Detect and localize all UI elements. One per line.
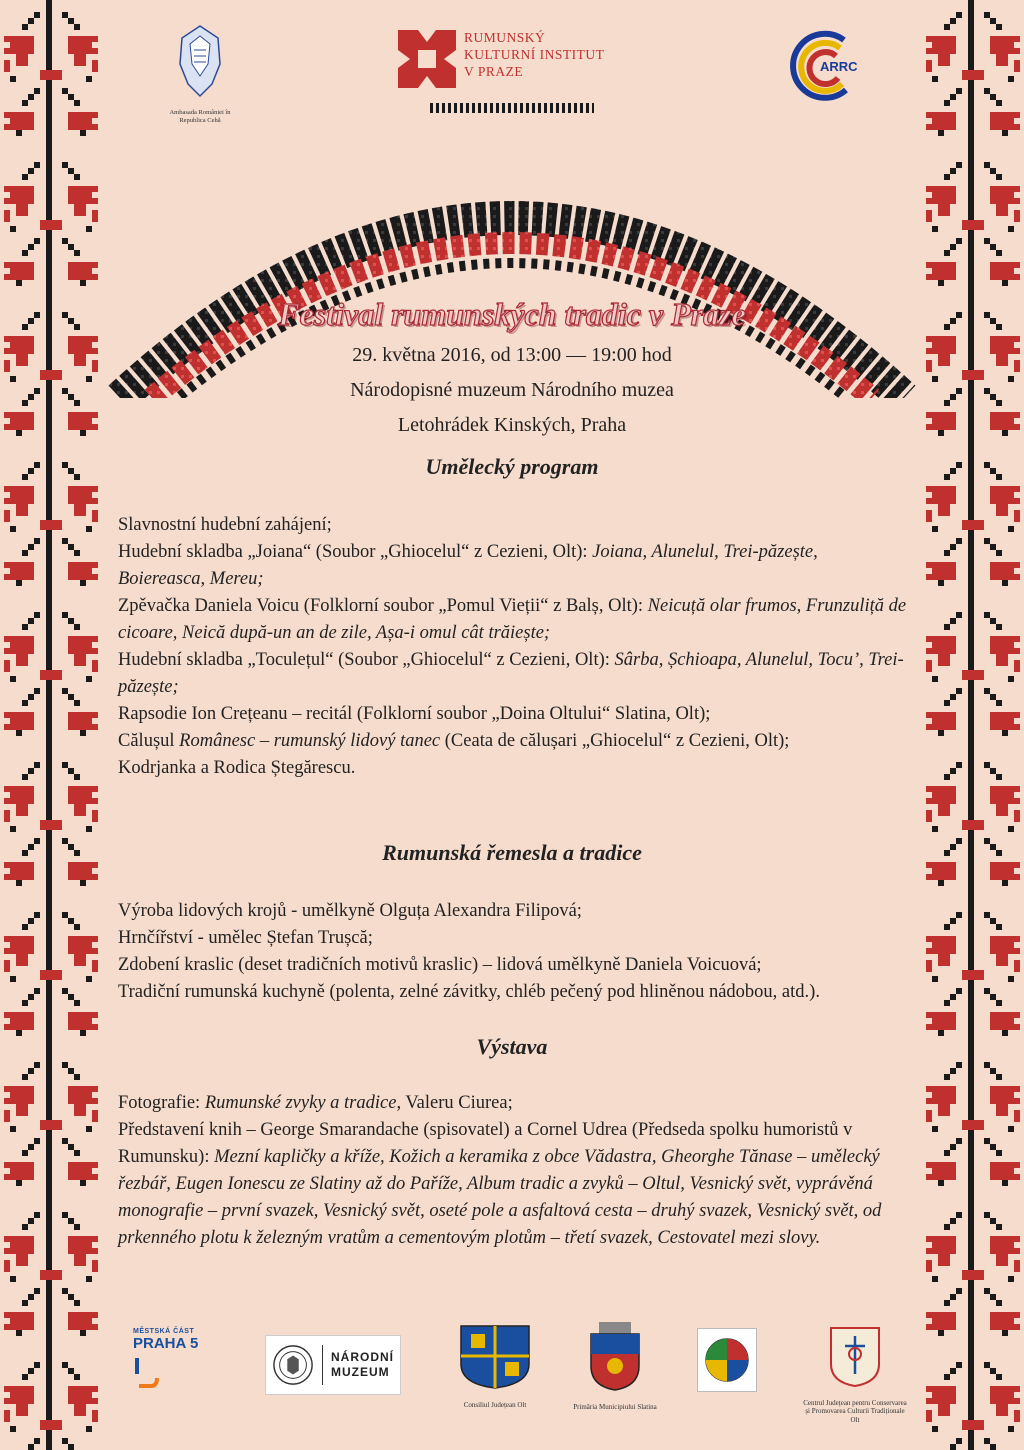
olt-county-logo (445, 1324, 545, 1409)
olt-coat-of-arms-icon (459, 1324, 531, 1390)
program-item: Zpěvačka Daniela Voicu (Folklorní soubor „Pomul Vieții“ z Balș, Olt): Neicuță olar frumos, Frunzuliță de cicoare, Neică după-un an de zile, Așa-i omul cât trăiește; (118, 596, 907, 643)
program-item: Rapsodie Ion Crețeanu – recitál (Folklorní soubor „Doina Oltului“ Slatina, Olt); (118, 704, 711, 724)
centrul-emblem-icon (827, 1324, 883, 1388)
rki-line-3: V PRAZE (464, 63, 524, 79)
nm-line-2: MUZEUM (331, 1365, 390, 1379)
right-embroidery-border (922, 0, 1024, 1450)
event-place: Letohrádek Kinských, Praha (397, 414, 627, 436)
arrc-text: ARRC (820, 59, 858, 74)
slatina-caption: Primăria Municipiului Slatina (573, 1403, 657, 1411)
round-emblem-icon (698, 1329, 756, 1391)
bottom-logos (0, 1318, 1024, 1428)
program-item: Kodrjanka a Rodica Ștegărescu. (118, 758, 356, 778)
festival-title: Festival rumunských tradic v Praze (278, 296, 746, 332)
event-venue: Národopisné muzeum Národního muzea (350, 379, 674, 401)
crafts-item: Výroba lidových krojů - umělkyně Olguța Alexandra Filipová; (118, 901, 582, 921)
exhibition-text (118, 1090, 908, 1252)
program-item: Călușul Românesc – rumunský lidový tanec (Ceata de călușari „Ghiocelul“ z Cezieni, Olt); (118, 731, 790, 751)
exhibition-books: Představení knih – George Smarandache (spisovatel) a Cornel Udrea (Předseda spolku humoristů v Rumunsku): Mezní kapličky a kříže, Kožich a keramika z obce Vădastra, Gheorghe Tănase – umělecký řezbář, Eugen Ionescu ze Slatiny až do Paříže, Album tradic a zvyků – Oltul, Vesnický svět, vyprávěná monografie – první svazek, Vesnický svět, oseté pole a asfaltová cesta – druhý svazek, Vesnický svět, od prkenného plotu k železným vratům a cementovým plotům – třetí svazek, Cestovatel mezi slovy. (118, 1120, 882, 1248)
slatina-logo (555, 1320, 675, 1411)
slatina-coat-of-arms-icon (585, 1320, 645, 1392)
exhibition-heading: Výstava (476, 1034, 548, 1059)
crafts-item: Tradiční rumunská kuchyně (polenta, zelné závitky, chléb pečený pod hliněnou nádobou, atd.). (118, 982, 820, 1002)
event-date: 29. května 2016, od 13:00 — 19:00 hod (352, 344, 672, 366)
centrul-caption: Centrul Județean pentru Conservarea și Promovarea Culturii Tradiționale Olt (803, 1399, 907, 1424)
rki-line-1: RUMUNSKÝ (464, 30, 546, 45)
nm-seal-icon (272, 1343, 314, 1387)
program-item: Slavnostní hudební zahájení; (118, 515, 332, 535)
embassy-caption: Ambasada României în Republica Cehă (169, 109, 231, 124)
crafts-item: Hrnčířství - umělec Ștefan Trușcă; (118, 928, 373, 948)
round-logo (697, 1328, 757, 1392)
left-embroidery-border (0, 0, 102, 1450)
nm-line-1: NÁRODNÍ (331, 1350, 394, 1364)
praha5-small: MĚSTSKÁ ČÁST (133, 1328, 195, 1335)
olt-caption: Consiliul Județean Olt (463, 1401, 527, 1409)
rki-line-2: KULTURNÍ INSTITUT (464, 46, 605, 62)
crafts-list (118, 898, 908, 1006)
exhibition-photo: Fotografie: Rumunské zvyky a tradice, Valeru Ciurea; (118, 1093, 513, 1113)
praha5-big: PRAHA 5 (133, 1335, 199, 1352)
crafts-heading: Rumunská řemesla a tradice (382, 840, 642, 865)
program-heading: Umělecký program (425, 454, 599, 479)
praha5-logo (133, 1328, 198, 1395)
centrul-logo (800, 1324, 910, 1424)
program-list (118, 512, 908, 782)
program-item: Hudební skladba „Joiana“ (Soubor „Ghiocelul“ z Cezieni, Olt): Joiana, Alunelul, Trei-păzește, Boiereasca, Mereu; (118, 542, 818, 589)
crafts-item: Zdobení kraslic (deset tradičních motivů kraslic) – lidová umělkyně Daniela Voicuová; (118, 955, 762, 975)
praha5-mark-icon (133, 1356, 161, 1390)
program-item: Hudební skladba „Toculețul“ (Soubor „Ghiocelul“ z Cezieni, Olt): Sârba, Șchioapa, Alunelul, Tocu’, Trei-păzește; (118, 650, 904, 697)
narodni-muzeum-logo (265, 1335, 401, 1395)
